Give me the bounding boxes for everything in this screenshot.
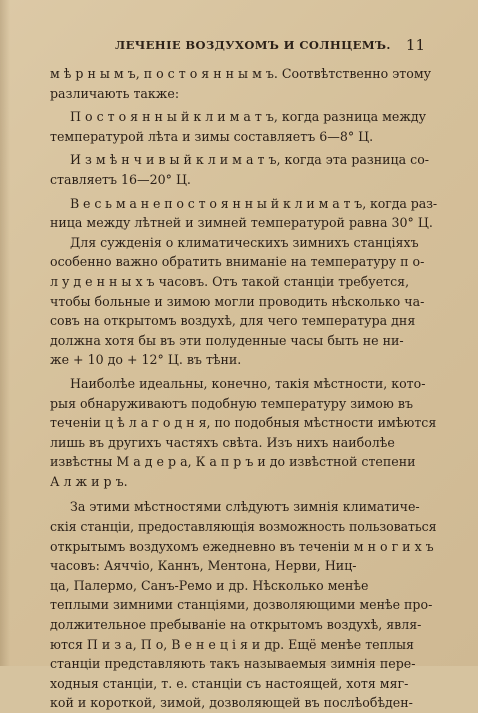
text-line: ница между лѣтней и зимней температурой равна 30° Ц.: [50, 215, 433, 231]
text-line: различають также:: [50, 85, 180, 101]
text-line: ходныя станціи, т. е. станціи съ настоящей, хотя мяг-: [50, 675, 409, 691]
paragraph: [50, 194, 438, 233]
text-line: же + 10 до + 12° Ц. въ тѣни.: [50, 352, 242, 368]
text-line: скія станціи, предоставляющія возможность пользоваться: [50, 519, 437, 535]
text-line: теплыми зимними станціями, дозволяющими менѣе про-: [50, 597, 433, 613]
text-line: Наиболѣе идеальны, конечно, такія мѣстности, кото-: [70, 375, 426, 391]
text-line: должительное пребываніе на открытомъ воздухѣ, явля-: [50, 617, 422, 633]
text-line: теченіи ц ѣ л а г о д н я, по подобныя мѣстности имѣются: [50, 415, 437, 431]
text-line: извѣстны М а д е р а, К а п р ъ и до извѣстной степени: [50, 454, 416, 470]
text-line: л у д е н н ы х ъ часовъ. Отъ такой станціи требуется,: [50, 273, 410, 289]
body-text: [50, 64, 438, 713]
text-line: ца, Палермо, Санъ-Ремо и др. Нѣсколько менѣе: [50, 577, 369, 593]
paragraph: [50, 107, 438, 146]
text-line: рыя обнаруживаютъ подобную температуру зимою въ: [50, 395, 413, 411]
text-line: температурой лѣта и зимы составляетъ 6—8° Ц.: [50, 128, 374, 144]
text-line: открытымъ воздухомъ ежедневно въ теченіи м н о г и х ъ: [50, 538, 434, 554]
paragraph: [50, 374, 438, 492]
text-line: Для сужденія о климатическихъ зимнихъ станціяхъ: [70, 234, 419, 250]
text-line: П о с т о я н н ы й к л и м а т ъ, когда разница между: [70, 109, 427, 125]
page-edge-shadow: [0, 0, 10, 666]
text-line: А л ж и р ъ.: [50, 473, 128, 489]
text-line: станціи представляють такъ называемыя зимнія пере-: [50, 656, 416, 672]
text-line: часовъ: Аяччіо, Каннъ, Ментона, Нерви, Ниц-: [50, 558, 357, 574]
text-line: За этими мѣстностями слѣдуютъ зимнія климатиче-: [70, 499, 420, 515]
text-line: кой и короткой, зимой, дозволяющей въ послѣобѣден-: [50, 695, 413, 711]
text-line: ются П и з а, П о, В е н е ц і я и др. Ещё менѣе теплыя: [50, 636, 414, 652]
running-title: ЛЕЧЕНІЕ ВОЗДУХОМЪ И СОЛНЦЕМЪ.: [115, 38, 391, 52]
text-line: особенно важно обратить вниманіе на температуру п о-: [50, 254, 425, 270]
paragraph: [50, 233, 438, 370]
text-line: ставляетъ 16—20° Ц.: [50, 171, 191, 187]
text-line: м ѣ р н ы м ъ, п о с т о я н н ы м ъ. Соотвѣтственно этому: [50, 66, 432, 81]
paragraph: [50, 150, 438, 189]
text-line: чтобы больные и зимою могли проводить нѣсколько ча-: [50, 293, 425, 309]
text-line: В е с ь м а н е п о с т о я н н ы й к л и м а т ъ, когда раз-: [70, 195, 438, 211]
text-line: И з м ѣ н ч и в ы й к л и м а т ъ, когда эта разница со-: [70, 152, 430, 168]
text-line: совъ на открытомъ воздухѣ, для чего температура дня: [50, 313, 416, 329]
paragraph: [50, 64, 438, 103]
text-line: лишь въ другихъ частяхъ свѣта. Изъ нихъ наиболѣе: [50, 434, 395, 450]
running-head: [45, 36, 433, 54]
text-line: должна хотя бы въ эти полуденные часы быть не ни-: [50, 332, 404, 348]
paragraph: [50, 497, 438, 713]
page-number: 11: [405, 36, 425, 54]
